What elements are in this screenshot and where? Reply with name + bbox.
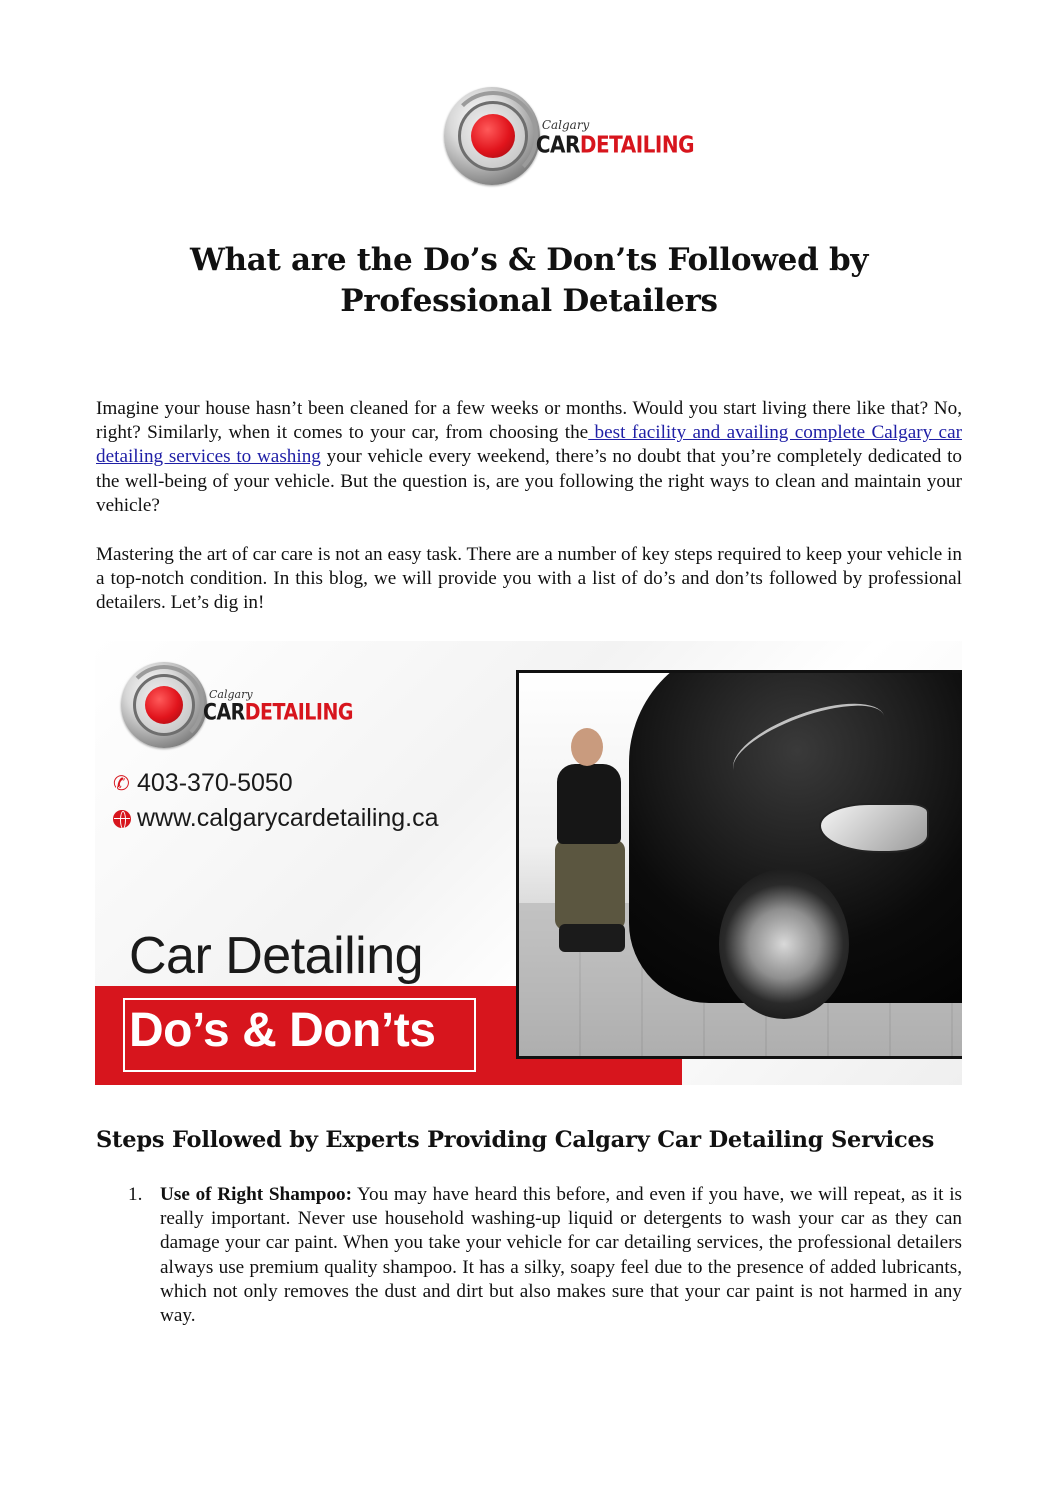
list-item-label: Use of Right Shampoo: [160,1184,353,1205]
banner-logo-emblem-icon [121,662,207,748]
logo-word-detailing: DETAILING [579,130,694,159]
second-paragraph: Mastering the art of car care is not an easy task. There are a number of key steps required to keep your vehicle in a top-notch condition. In this blog, we will provide you with a list of do’s and don’ts followed by professional detailers. Let’s dig in! [96,544,962,614]
list-item-body [160,1183,962,1328]
detailer-figure [549,728,629,973]
banner-logo-word-car: CAR [203,699,245,725]
list-item-number: 1. [128,1184,143,1205]
globe-icon [113,810,131,828]
banner-subheading: Do’s & Don’ts [129,1004,436,1057]
section-heading: Steps Followed by Experts Providing Calgary Car Detailing Services [96,1127,935,1153]
banner-logo [121,661,361,749]
logo-script: Calgary [541,118,590,132]
banner-website [113,804,439,833]
banner-logo-word-detailing: DETAILING [244,699,353,725]
detailer-car-photo [516,670,962,1059]
banner-logo-text [203,688,353,725]
banner-logo-script: Calgary [209,688,253,701]
intro-paragraph [96,397,962,518]
logo-word-car: CAR [535,130,580,159]
logo-wordmark [535,130,694,159]
page-title: What are the Do’s & Don’ts Followed by Professional Detailers [189,242,869,319]
banner-website-url: www.calgarycardetailing.ca [137,804,439,832]
banner-heading: Car Detailing [129,927,424,985]
promo-banner-image [95,641,962,1085]
intro-text-start: Imagine your house hasn’t been cleaned for a few weeks or months. Would you start living there like that? No, right? Similarly, when it comes to your car, from choosing the [96,398,962,444]
header-logo [444,84,694,188]
banner-phone [113,769,293,798]
phone-icon: ✆ [113,772,130,795]
services-link[interactable]: best facility and availing complete Calgary car detailing services to washing [96,422,962,468]
intro-text-end: your vehicle every weekend, there’s no doubt that you’re completely dedicated to the well-being of your vehicle. But the question is, are you following the right ways to clean and maintain your vehicle? [96,446,962,516]
banner-phone-number: 403-370-5050 [137,769,293,797]
logo-emblem-icon [444,87,540,185]
banner-logo-wordmark [203,699,353,725]
list-item [96,1183,962,1328]
logo-text [535,118,694,159]
list-item-text: You may have heard this before, and even if you have, we will repeat, as it is really important. Never use household washing-up liquid or detergents to wash your car as they can damage your car paint. When you take your vehicle for car detailing services, the professional detailers always use premium quality shampoo. It has a silky, soapy feel due to the presence of added lubricants, which not only removes the dust and dirt but also makes sure that your car paint is not harmed in any way. [160,1184,962,1327]
